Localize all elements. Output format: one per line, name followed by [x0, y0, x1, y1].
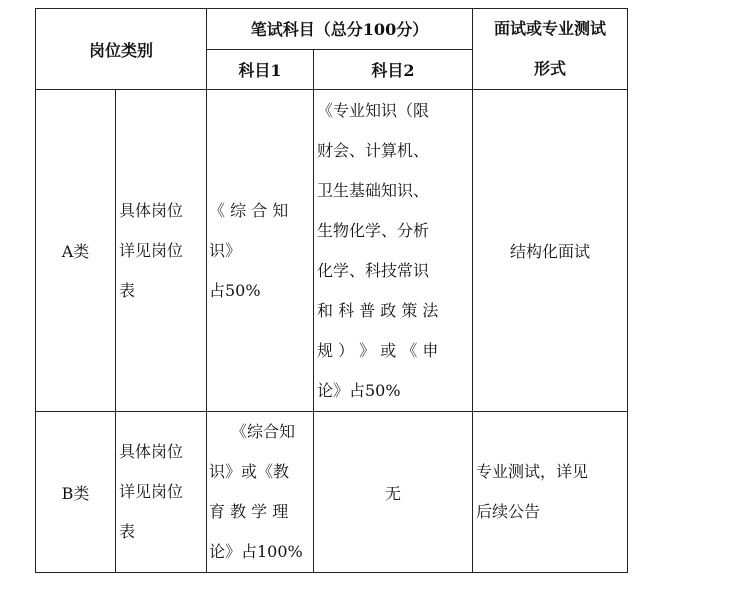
row-subject2 [314, 90, 473, 412]
positions-line: 表 [119, 280, 136, 300]
subject1-line: 识》或《教 [209, 462, 290, 481]
header-interview-line2: 形式 [533, 59, 566, 78]
row-category: A类 [36, 90, 116, 412]
subject1-line: 《 综 合 知 [209, 200, 289, 220]
subject2-line: 和 科 普 政 策 法 [317, 300, 439, 320]
header-subject1: 科目1 [207, 49, 314, 90]
subject1-line: 《综合知 [231, 422, 296, 441]
subject2-line: 卫生基础知识、 [317, 180, 430, 200]
row-subject1 [207, 412, 314, 573]
exam-subjects-table [35, 8, 628, 573]
subject2-line: 财会、计算机、 [317, 140, 430, 160]
positions-line: 详见岗位 [119, 482, 184, 501]
positions-line: 具体岗位 [119, 442, 184, 461]
row-subject2: 无 [314, 412, 473, 573]
subject2-line: 化学、科技常识 [317, 260, 430, 280]
table-row [36, 412, 628, 573]
subject2-line: 论》占50% [317, 380, 401, 400]
header-written-exam: 笔试科目（总分100分） [207, 9, 473, 50]
row-interview [473, 412, 628, 573]
table-row [36, 90, 628, 412]
interview-line: 后续公告 [476, 502, 541, 521]
subject1-line: 论》占100% [209, 542, 303, 561]
header-category: 岗位类别 [36, 9, 207, 90]
header-row-1 [36, 9, 628, 50]
subject1-line: 占50% [209, 280, 261, 300]
positions-line: 具体岗位 [119, 200, 184, 220]
header-interview [473, 9, 628, 90]
row-interview: 结构化面试 [473, 90, 628, 412]
subject2-line: 规 ） 》 或 《 申 [317, 340, 439, 360]
interview-line: 专业测试，详见 [476, 462, 589, 481]
header-interview-line1: 面试或专业测试 [493, 19, 606, 38]
row-positions [116, 90, 207, 412]
subject2-line: 《专业知识（限 [317, 100, 430, 120]
positions-line: 表 [119, 522, 136, 541]
positions-line: 详见岗位 [119, 240, 184, 260]
row-subject1 [207, 90, 314, 412]
subject1-line: 育 教 学 理 [209, 502, 289, 521]
header-subject2: 科目2 [314, 49, 473, 90]
subject1-line: 识》 [209, 240, 242, 260]
row-category: B类 [36, 412, 116, 573]
row-positions [116, 412, 207, 573]
subject2-line: 生物化学、分析 [317, 220, 430, 240]
